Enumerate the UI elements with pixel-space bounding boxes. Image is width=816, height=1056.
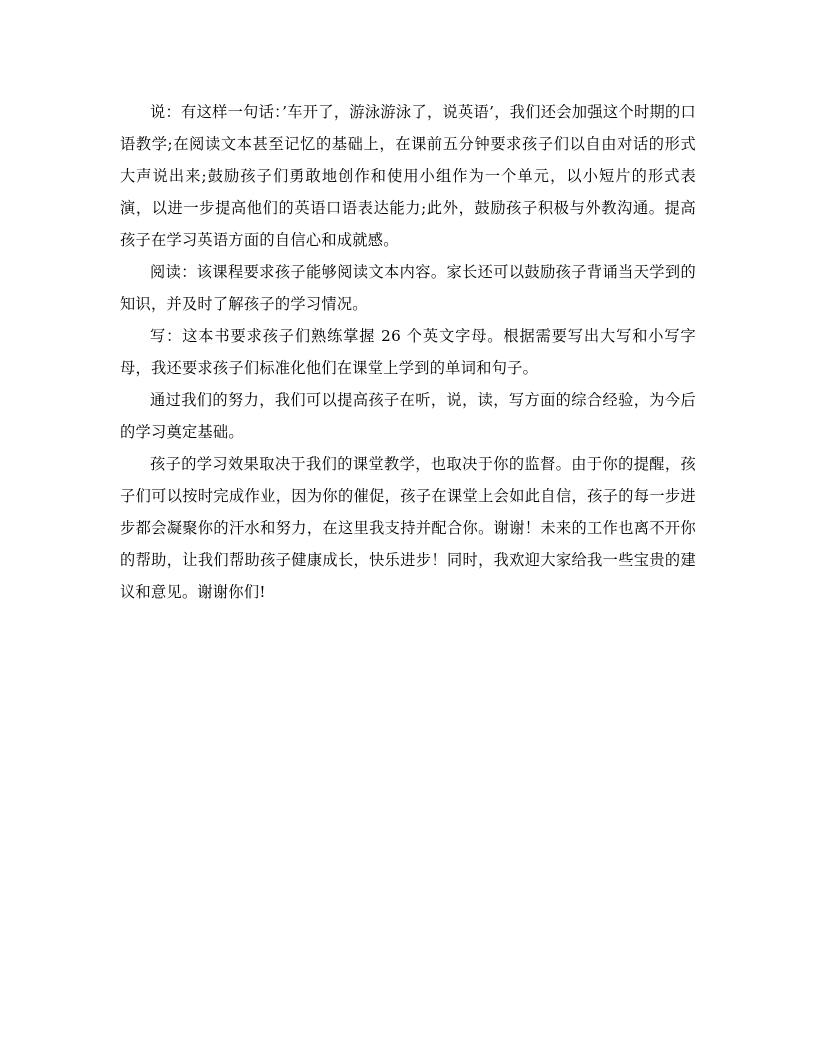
paragraph-speaking: 说：有这样一句话：’车开了，游泳游泳了，说英语’，我们还会加强这个时期的口语教学;在阅读文本甚至记忆的基础上，在课前五分钟要求孩子们以自由对话的形式大声说出来;鼓励孩子们勇敢地创作和使用小组作为一个单元，以小短片的形式表演，以进一步提高他们的英语口语表达能力;此外，鼓励孩子积极与外教沟通。提高孩子在学习英语方面的自信心和成就感。 [120,103,696,249]
paragraph-closing: 孩子的学习效果取决于我们的课堂教学，也取决于你的监督。由于你的提醒，孩子们可以按时完成作业，因为你的催促，孩子在课堂上会如此自信，孩子的每一步进步都会凝聚你的汗水和努力，在这里我支持并配合你。谢谢！未来的工作也离不开你的帮助，让我们帮助孩子健康成长，快乐进步！同时，我欢迎大家给我一些宝贵的建议和意见。谢谢你们! [120,455,696,601]
paragraph-writing: 写：这本书要求孩子们熟练掌握 26 个英文字母。根据需要写出大写和小写字母，我还要求孩子们标准化他们在课堂上学到的单词和句子。 [120,327,696,377]
paragraph-summary: 通过我们的努力，我们可以提高孩子在听，说，读，写方面的综合经验，为今后的学习奠定基础。 [120,391,696,441]
document-body [120,96,696,608]
paragraph-reading: 阅读：该课程要求孩子能够阅读文本内容。家长还可以鼓励孩子背诵当天学到的知识，并及时了解孩子的学习情况。 [120,263,696,313]
